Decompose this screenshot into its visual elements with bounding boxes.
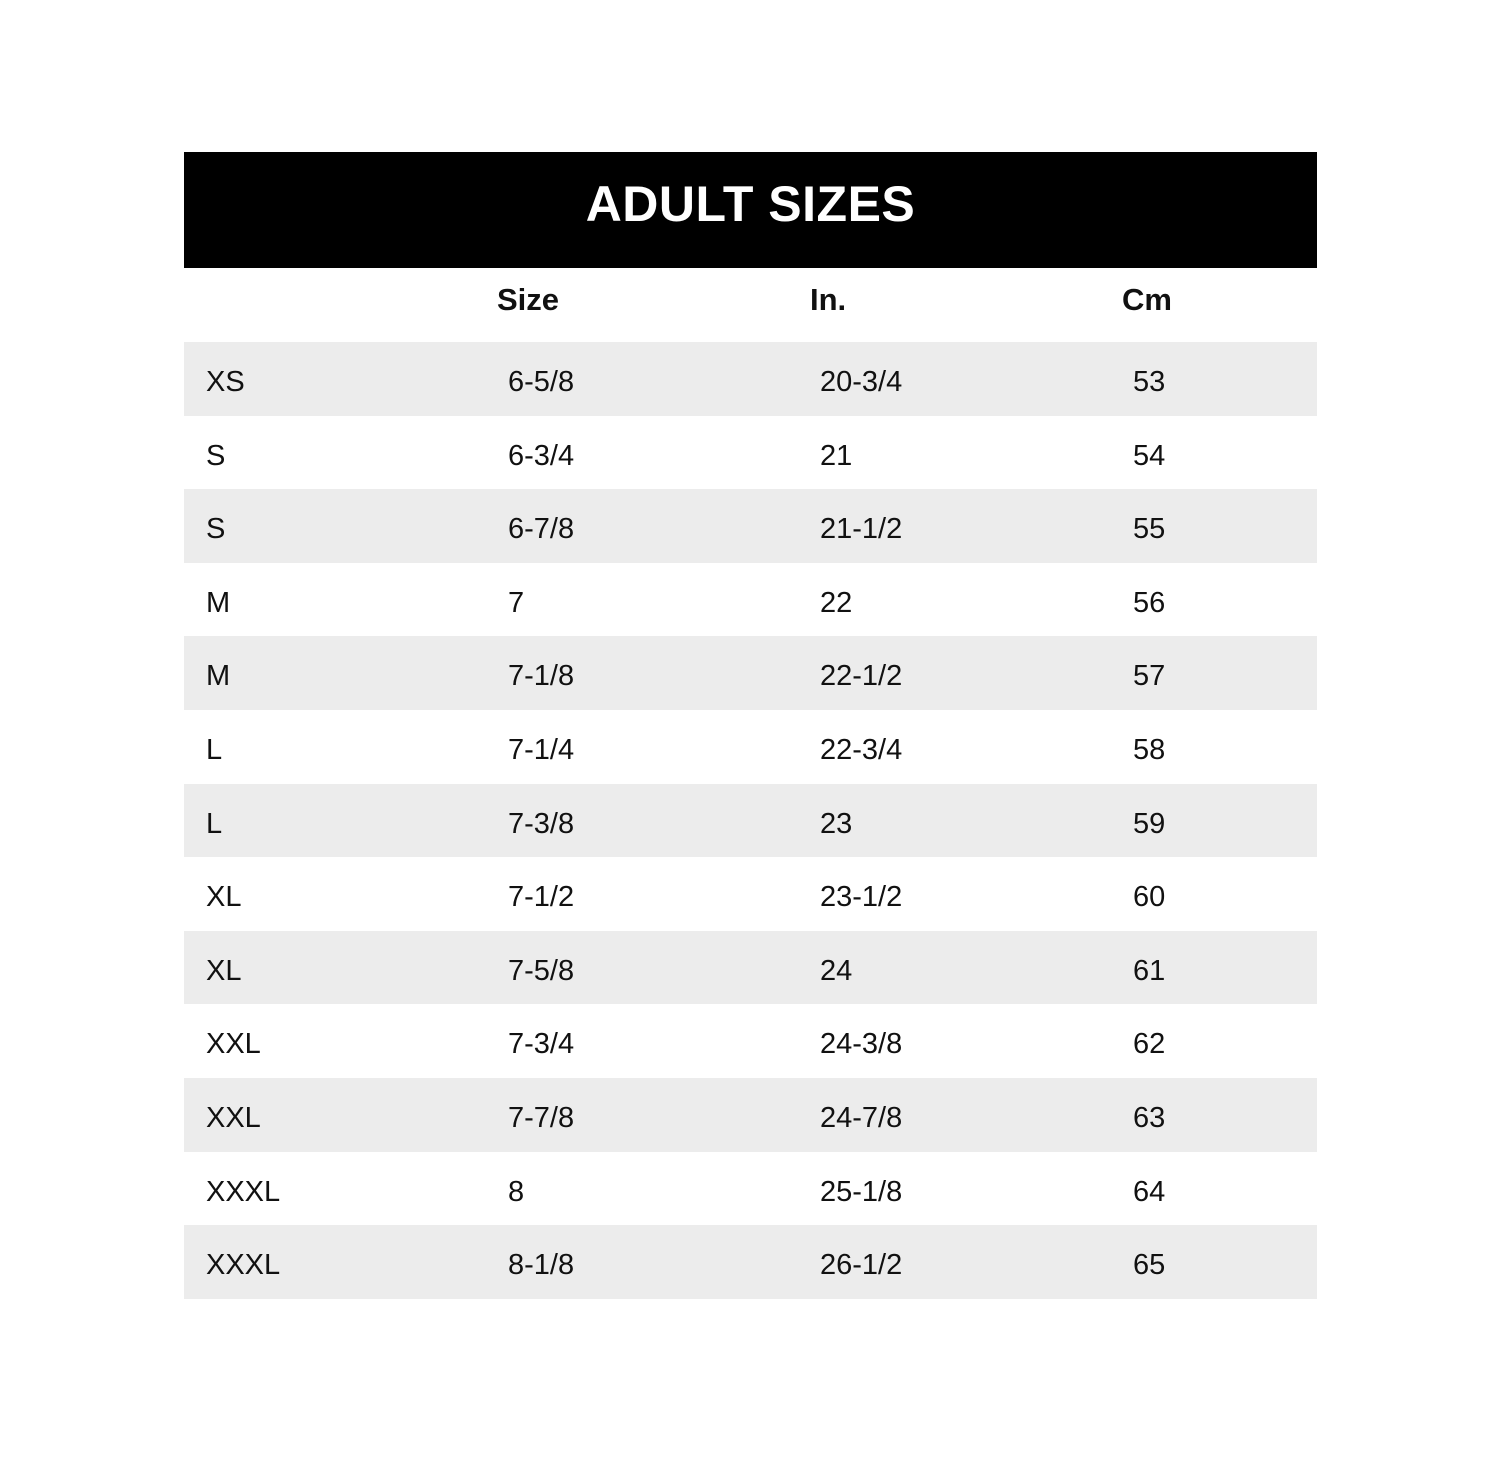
cell-label: M (206, 586, 231, 619)
cell-inches: 22-1/2 (820, 660, 903, 693)
cell-cm: 59 (1133, 807, 1166, 840)
cell-cm: 54 (1133, 439, 1166, 472)
table-body (184, 342, 1317, 1299)
cell-inches: 21 (820, 439, 853, 472)
cell-label: S (206, 513, 226, 546)
cell-label: L (206, 807, 223, 840)
cell-inches: 22 (820, 586, 853, 619)
table-row (184, 1078, 1317, 1152)
cell-inches: 20-3/4 (820, 366, 903, 398)
cell-label: XXL (206, 1101, 261, 1134)
cell-size: 8 (508, 1175, 525, 1208)
cell-size: 6-7/8 (508, 513, 575, 546)
cell-inches: 22-3/4 (820, 733, 903, 766)
cell-inches: 25-1/8 (820, 1175, 903, 1208)
cell-inches: 24-3/8 (820, 1028, 903, 1061)
cell-label: XL (206, 881, 242, 914)
table-row (184, 636, 1317, 710)
cell-size: 7-1/4 (508, 733, 575, 766)
title-bar (184, 152, 1317, 268)
cell-label: M (206, 660, 231, 693)
table-row (184, 857, 1317, 931)
size-chart (184, 152, 1317, 1299)
table-row (184, 1004, 1317, 1078)
cell-label: L (206, 733, 223, 766)
cell-size: 7 (508, 586, 525, 619)
cell-inches: 23-1/2 (820, 881, 903, 914)
cell-label: XL (206, 954, 242, 987)
cell-size: 7-1/8 (508, 660, 575, 693)
chart-title: ADULT SIZES (585, 176, 916, 232)
header-inches: In. (810, 282, 847, 317)
cell-label: XXXL (206, 1249, 281, 1282)
header-cm: Cm (1122, 282, 1172, 317)
table-row (184, 416, 1317, 490)
cell-label: XXXL (206, 1175, 281, 1208)
cell-cm: 57 (1133, 660, 1166, 693)
cell-cm: 65 (1133, 1249, 1166, 1282)
cell-inches: 23 (820, 807, 853, 840)
table-row (184, 342, 1317, 416)
cell-cm: 63 (1133, 1101, 1166, 1134)
cell-cm: 53 (1133, 366, 1166, 398)
cell-cm: 60 (1133, 881, 1166, 914)
cell-size: 7-7/8 (508, 1101, 575, 1134)
cell-cm: 61 (1133, 954, 1166, 987)
cell-cm: 55 (1133, 513, 1166, 546)
cell-size: 7-5/8 (508, 954, 575, 987)
cell-size: 7-3/4 (508, 1028, 575, 1061)
cell-cm: 58 (1133, 733, 1166, 766)
cell-size: 6-5/8 (508, 366, 575, 398)
header-size: Size (497, 282, 560, 317)
cell-label: XXL (206, 1028, 261, 1061)
cell-inches: 21-1/2 (820, 513, 903, 546)
table-row (184, 563, 1317, 637)
table-row (184, 784, 1317, 858)
table-row (184, 1225, 1317, 1299)
table-row (184, 1152, 1317, 1226)
table-row (184, 489, 1317, 563)
cell-cm: 56 (1133, 586, 1166, 619)
cell-size: 8-1/8 (508, 1249, 575, 1282)
cell-inches: 24 (820, 954, 853, 987)
cell-cm: 62 (1133, 1028, 1166, 1061)
cell-size: 6-3/4 (508, 439, 575, 472)
table-row (184, 931, 1317, 1005)
table-header (184, 268, 1317, 342)
cell-label: XS (206, 366, 245, 398)
cell-inches: 24-7/8 (820, 1101, 903, 1134)
cell-size: 7-1/2 (508, 881, 575, 914)
cell-size: 7-3/8 (508, 807, 575, 840)
cell-cm: 64 (1133, 1175, 1166, 1208)
cell-inches: 26-1/2 (820, 1249, 903, 1282)
table-row (184, 710, 1317, 784)
cell-label: S (206, 439, 226, 472)
